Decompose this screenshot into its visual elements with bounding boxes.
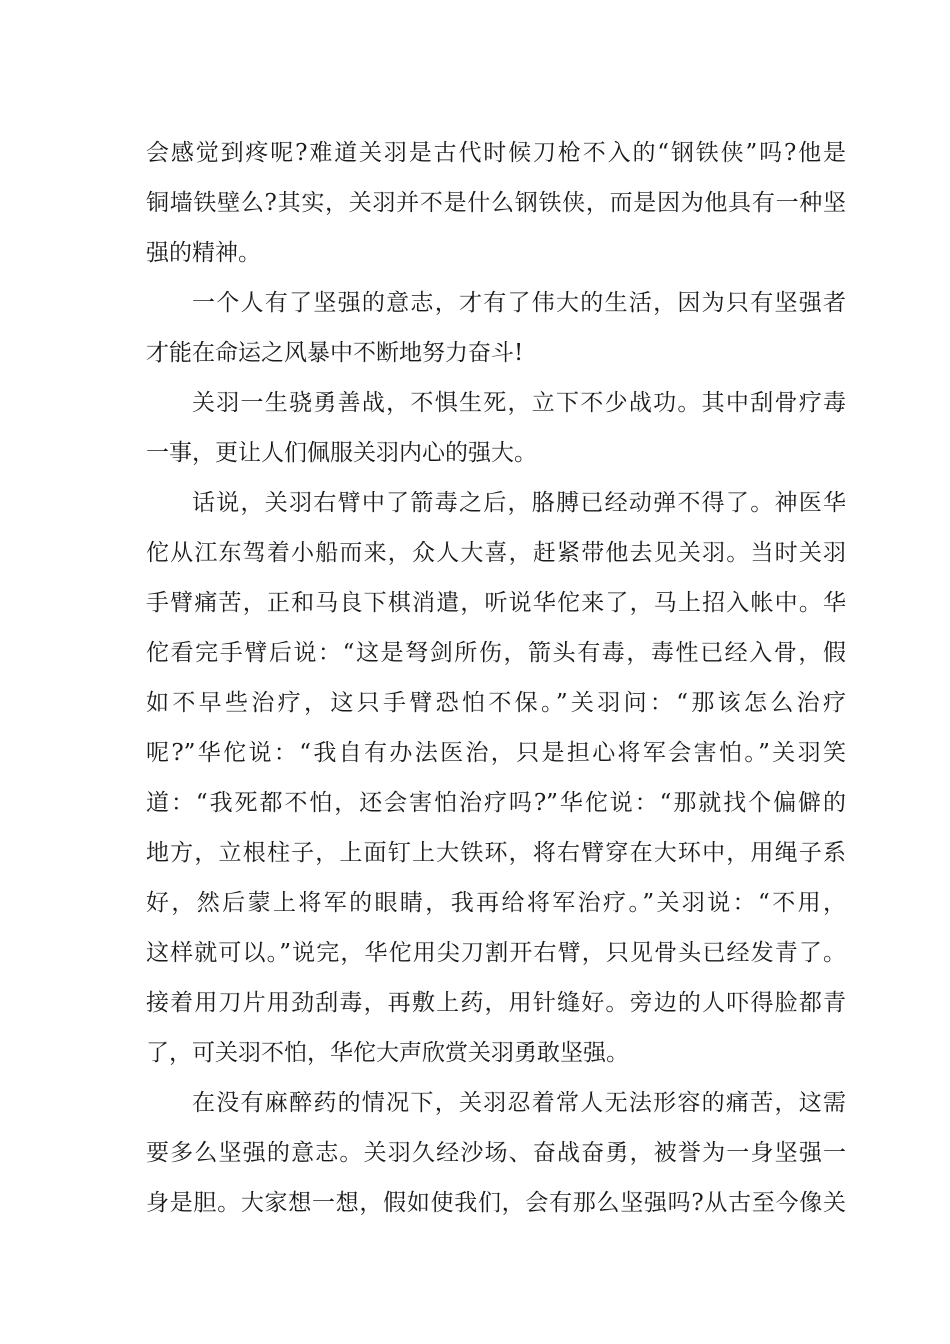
text-line: 佗从江东驾着小船而来，众人大喜，赶紧带他去见关羽。当时关羽 xyxy=(146,540,846,566)
body-text xyxy=(146,128,846,1228)
text-line: 手臂痛苦，正和马良下棋消遣，听说华佗来了，马上招入帐中。华 xyxy=(146,590,846,616)
paragraph-5 xyxy=(146,1078,846,1228)
paragraph-4 xyxy=(146,478,846,1078)
text-line: 好，然后蒙上将军的眼睛，我再给将军治疗。”关羽说：“不用， xyxy=(146,890,846,916)
text-line: 话说，关羽右臂中了箭毒之后，胳膊已经动弹不得了。神医华 xyxy=(192,490,846,516)
text-line: 这样就可以。”说完，华佗用尖刀割开右臂，只见骨头已经发青了。 xyxy=(146,940,846,966)
text-line: 才能在命运之风暴中不断地努力奋斗! xyxy=(146,340,524,366)
text-line: 一事，更让人们佩服关羽内心的强大。 xyxy=(146,440,537,466)
text-line: 在没有麻醉药的情况下，关羽忍着常人无法形容的痛苦，这需 xyxy=(192,1090,846,1116)
text-line: 道：“我死都不怕，还会害怕治疗吗?”华佗说：“那就找个偏僻的 xyxy=(146,790,846,816)
text-line: 关羽一生骁勇善战，不惧生死，立下不少战功。其中刮骨疗毒 xyxy=(192,390,846,416)
text-line: 要多么坚强的意志。关羽久经沙场、奋战奋勇，被誉为一身坚强一 xyxy=(146,1140,846,1166)
text-line: 一个人有了坚强的意志，才有了伟大的生活，因为只有坚强者 xyxy=(192,290,846,316)
text-line: 了，可关羽不怕，华佗大声欣赏关羽勇敢坚强。 xyxy=(146,1040,629,1066)
paragraph-3 xyxy=(146,378,846,478)
text-line: 佗看完手臂后说：“这是弩剑所伤，箭头有毒，毒性已经入骨，假 xyxy=(146,640,846,666)
text-line: 呢?”华佗说：“我自有办法医治，只是担心将军会害怕。”关羽笑 xyxy=(146,740,846,766)
text-line: 铜墙铁壁么?其实，关羽并不是什么钢铁侠，而是因为他具有一种坚 xyxy=(146,190,846,216)
text-line: 地方，立根柱子，上面钉上大铁环，将右臂穿在大环中，用绳子系 xyxy=(146,840,846,866)
text-line: 身是胆。大家想一想，假如使我们，会有那么坚强吗?从古至今像关 xyxy=(146,1190,846,1216)
text-line: 会感觉到疼呢?难道关羽是古代时候刀枪不入的“钢铁侠”吗?他是 xyxy=(146,140,846,166)
paragraph-2 xyxy=(146,278,846,378)
text-line: 接着用刀片用劲刮毒，再敷上药，用针缝好。旁边的人吓得脸都青 xyxy=(146,990,846,1016)
paragraph-1 xyxy=(146,128,846,278)
text-line: 如不早些治疗，这只手臂恐怕不保。”关羽问：“那该怎么治疗 xyxy=(146,690,846,716)
text-line: 强的精神。 xyxy=(146,240,261,266)
